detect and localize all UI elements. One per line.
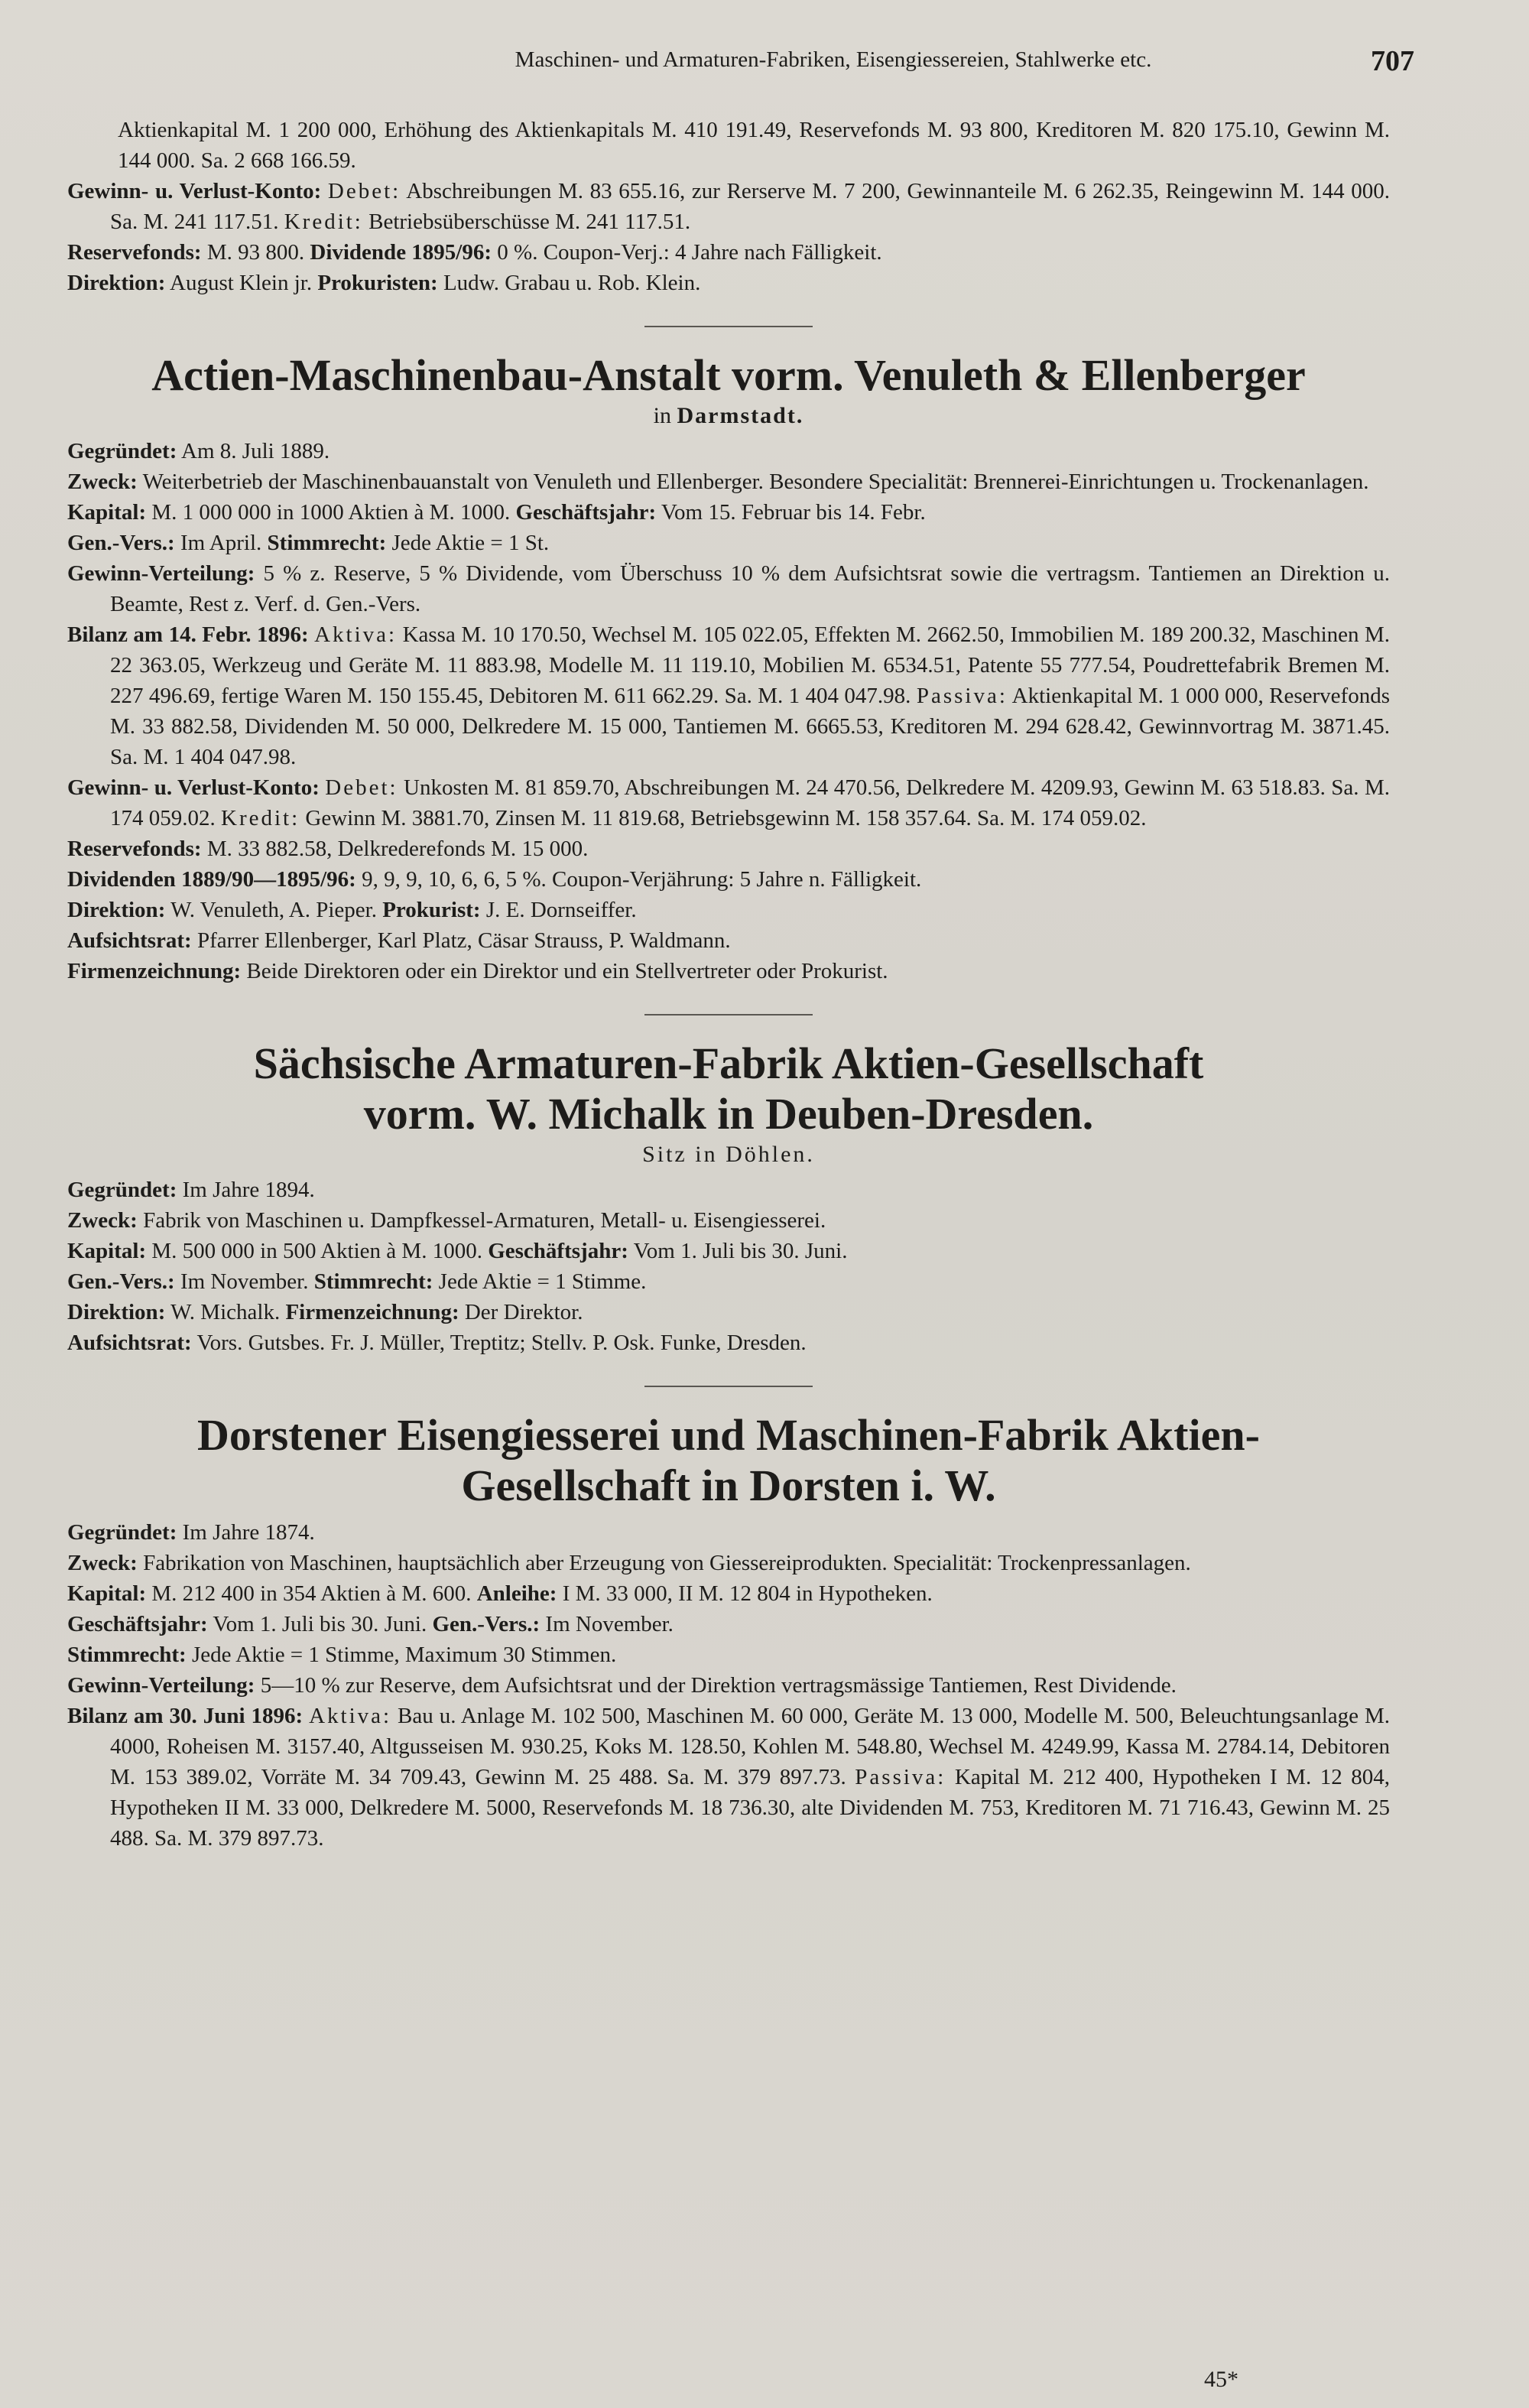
section-title-michalk-line2: vorm. W. Michalk in Deuben-Dresden.	[363, 1089, 1094, 1139]
entry-aufsichtsrat: Aufsichtsrat: Pfarrer Ellenberger, Karl Platz, Cäsar Strauss, P. Waldmann.	[67, 928, 731, 953]
entry-aufsichtsrat: Aufsichtsrat: Vors. Gutsbes. Fr. J. Müller, Treptitz; Stellv. P. Osk. Funke, Dresden.	[67, 1331, 807, 1355]
section-title-venuleth: Actien-Maschinenbau-Anstalt vorm. Venuleth & Ellenberger	[151, 350, 1306, 400]
section-subtitle-sitz: Sitz in Döhlen.	[642, 1142, 815, 1167]
entry-zweck: Zweck: Weiterbetrieb der Maschinenbauanstalt von Venuleth und Ellenberger. Besondere Specialität: Brennerei-Einrichtungen u. Trockenanlagen.	[67, 470, 1369, 494]
entry-zweck: Zweck: Fabrikation von Maschinen, hauptsächlich aber Erzeugung von Giessereiprodukten. Specialität: Trockenpressanlagen.	[67, 1551, 1191, 1575]
entry-stimmrecht: Stimmrecht: Jede Aktie = 1 Stimme, Maximum 30 Stimmen.	[67, 1643, 617, 1667]
entry-direktion: Direktion: W. Venuleth, A. Pieper. Prokurist: J. E. Dornseiffer.	[67, 898, 637, 922]
entry-gewinn-verteilung: Gewinn-Verteilung: 5—10 % zur Reserve, dem Aufsichtsrat und der Direktion vertragsmässige Tantiemen, Rest Dividende.	[67, 1673, 1177, 1698]
page-content	[67, 115, 1390, 1854]
entry-gewinn-verlust: Gewinn- u. Verlust-Konto: Debet: Unkosten M. 81 859.70, Abschreibungen M. 24 470.56, Delkredere M. 4209.93, Gewinn M. 63 518.83. Sa. M. 174 059.02. Kredit: Gewinn M. 3881.70, Zinsen M. 11 819.68, Betriebsgewinn M. 158 357.64. Sa. M. 174 059.02.	[67, 775, 1391, 830]
entry-gegruendet: Gegründet: Im Jahre 1894.	[67, 1178, 315, 1202]
entry-kapital: Kapital: M. 212 400 in 354 Aktien à M. 600. Anleihe: I M. 33 000, II M. 12 804 in Hypotheken.	[67, 1581, 933, 1606]
entry-gegruendet: Gegründet: Im Jahre 1874.	[67, 1520, 315, 1545]
section-title-dorstener-line2: Gesellschaft in Dorsten i. W.	[461, 1461, 996, 1510]
entry-bilanz: Bilanz am 14. Febr. 1896: Aktiva: Kassa M. 10 170.50, Wechsel M. 105 022.05, Effekten M. 2662.50, Immobilien M. 189 200.32, Maschinen M. 22 363.05, Werkzeug und Geräte M. 11 883.98, Modelle M. 11 119.10, Mobilien M. 6534.51, Patente 55 777.54, Poudrettefabrik Bremen M. 227 496.69, fertige Waren M. 150 155.45, Debitoren M. 611 662.29. Sa. M. 1 404 047.98. Passiva: Aktienkapital M. 1 000 000, Reservefonds M. 33 882.58, Dividenden M. 50 000, Delkredere M. 15 000, Tantiemen M. 6665.53, Kreditoren M. 294 628.42, Gewinnvortrag M. 3871.45. Sa. M. 1 404 047.98.	[67, 622, 1391, 769]
entry-bilanz: Bilanz am 30. Juni 1896: Aktiva: Bau u. Anlage M. 102 500, Maschinen M. 60 000, Geräte M. 13 000, Modelle M. 500, Beleuchtungsanlage M. 4000, Roheisen M. 3157.40, Altgusseisen M. 930.25, Koks M. 128.50, Kohlen M. 548.80, Wechsel M. 4249.99, Kassa M. 2784.14, Debitoren M. 153 389.02, Vorräte M. 34 709.43, Gewinn M. 25 488. Sa. M. 379 897.73. Passiva: Kapital M. 212 400, Hypotheken I M. 12 804, Hypotheken II M. 33 000, Delkredere M. 5000, Reservefonds M. 18 736.30, alte Dividenden M. 753, Kreditoren M. 71 716.43, Gewinn M. 25 488. Sa. M. 379 897.73.	[67, 1704, 1391, 1851]
intro-direktion: Direktion: August Klein jr. Prokuristen: Ludw. Grabau u. Rob. Klein.	[67, 271, 701, 295]
entry-direktion: Direktion: W. Michalk. Firmenzeichnung: Der Direktor.	[67, 1300, 583, 1324]
entry-gen-vers: Gen.-Vers.: Im April. Stimmrecht: Jede Aktie = 1 St.	[67, 531, 550, 555]
section-subtitle-darmstadt: in Darmstadt.	[653, 403, 804, 428]
entry-kapital: Kapital: M. 500 000 in 500 Aktien à M. 1000. Geschäftsjahr: Vom 1. Juli bis 30. Juni.	[67, 1239, 848, 1263]
section-title-michalk-line1: Sächsische Armaturen-Fabrik Aktien-Gesellschaft	[253, 1038, 1204, 1088]
entry-firmenzeichnung: Firmenzeichnung: Beide Direktoren oder ein Direktor und ein Stellvertreter oder Prokurist.	[67, 959, 888, 983]
entry-gewinn-verteilung: Gewinn-Verteilung: 5 % z. Reserve, 5 % Dividende, vom Überschuss 10 % dem Aufsichtsrat sowie die vertragsm. Tantiemen an Direktion u. Beamte, Rest z. Verf. d. Gen.-Vers.	[67, 561, 1391, 616]
entry-zweck: Zweck: Fabrik von Maschinen u. Dampfkessel-Armaturen, Metall- u. Eisengiesserei.	[67, 1208, 826, 1233]
section-divider	[644, 1386, 813, 1387]
entry-gegruendet: Gegründet: Am 8. Juli 1889.	[67, 439, 330, 463]
entry-dividenden: Dividenden 1889/90—1895/96: 9, 9, 9, 10, 6, 6, 5 %. Coupon-Verjährung: 5 Jahre n. Fälligkeit.	[67, 867, 922, 892]
entry-reservefonds: Reservefonds: M. 33 882.58, Delkrederefonds M. 15 000.	[67, 837, 589, 861]
running-title: Maschinen- und Armaturen-Fabriken, Eisengiessereien, Stahlwerke etc.	[515, 47, 1152, 72]
section-divider	[644, 1014, 813, 1016]
section-divider	[644, 326, 813, 327]
entry-kapital: Kapital: M. 1 000 000 in 1000 Aktien à M. 1000. Geschäftsjahr: Vom 15. Februar bis 14. Febr.	[67, 500, 926, 525]
entry-geschaeftsjahr: Geschäftsjahr: Vom 1. Juli bis 30. Juni. Gen.-Vers.: Im November.	[67, 1612, 674, 1636]
page-number: 707	[1371, 45, 1414, 77]
intro-guv: Gewinn- u. Verlust-Konto: Debet: Abschreibungen M. 83 655.16, zur Rerserve M. 7 200, Gewinnanteile M. 6 262.35, Reingewinn M. 144 000. Sa. M. 241 117.51. Kredit: Betriebsüberschüsse M. 241 117.51.	[67, 179, 1390, 234]
intro-reservefonds: Reservefonds: M. 93 800. Dividende 1895/96: 0 %. Coupon-Verj.: 4 Jahre nach Fälligkeit.	[67, 240, 882, 265]
entry-gen-vers: Gen.-Vers.: Im November. Stimmrecht: Jede Aktie = 1 Stimme.	[67, 1269, 647, 1294]
section-title-dorstener-line1: Dorstener Eisengiesserei und Maschinen-Fabrik Aktien-	[197, 1410, 1260, 1460]
intro-balance-passiva: Aktienkapital M. 1 200 000, Erhöhung des Aktienkapitals M. 410 191.49, Reservefonds M. 93 800, Kreditoren M. 820 175.10, Gewinn M. 144 000. Sa. 2 668 166.59.	[118, 118, 1390, 173]
signature-mark: 45*	[1204, 2367, 1238, 2392]
